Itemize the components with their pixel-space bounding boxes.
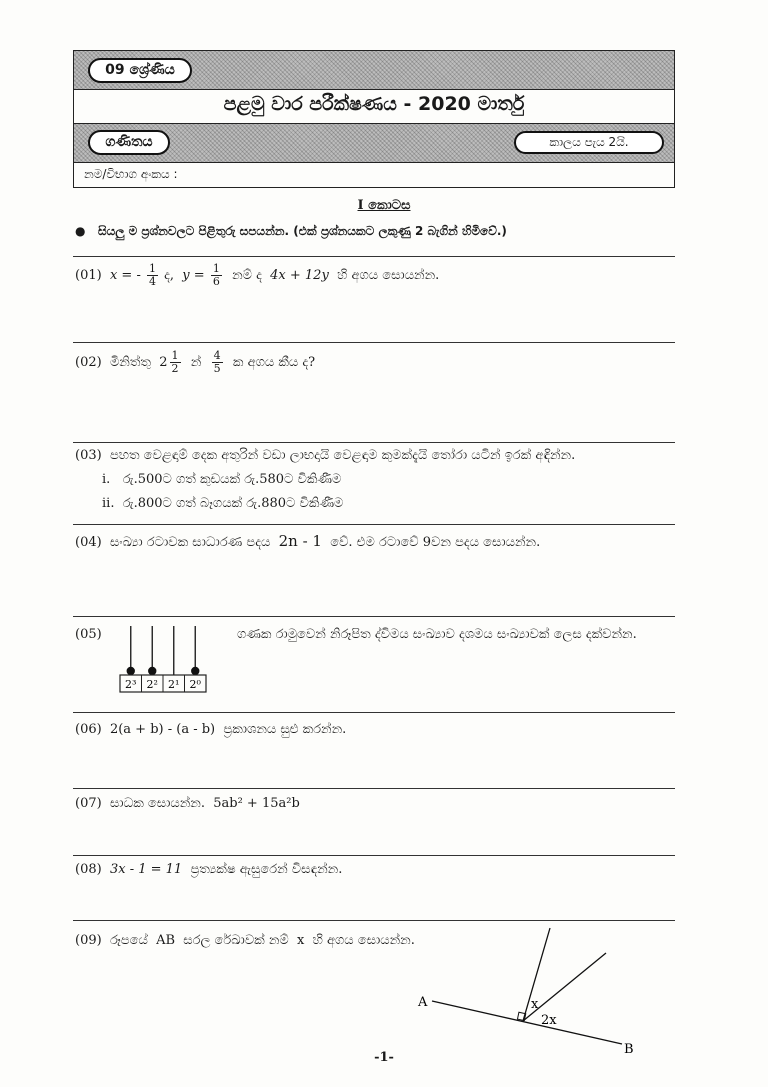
question-number: (02) [75,355,102,370]
question-07: (07) සාධක සොයන්න. 5ab² + 15a²b [75,796,300,811]
exam-title: පළමු වාර පරීක්ෂණය - 2020 මාර්තු [223,93,525,115]
question-number: (03) [75,448,102,463]
q1-expression: 4x + 12y [270,268,329,283]
abacus-place-label: 2³ [125,678,137,691]
q2-mixed-fraction: $\frac{1}{2}$ [171,349,179,375]
abacus-place-label: 2⁰ [189,678,201,691]
header-mid-band [74,123,674,163]
q1-x-lhs: x = - [109,268,141,283]
label-a: A [418,995,428,1010]
subject-badge: ගණිතය [88,130,170,155]
abacus-place-label: 2² [146,678,158,691]
question-number: (06) [75,722,102,737]
angle-diagram [410,920,650,1060]
abacus-place-label: 2¹ [168,678,180,691]
q6-expression: 2(a + b) - (a - b) [109,722,216,737]
q3-item-1: i. රු.500ට ගත් කුඩයක් රු.580ට විකිණීම [102,472,342,487]
question-number: (07) [75,796,102,811]
q1-x-fraction: $\frac{1}{4}$ [148,262,156,288]
label-b: B [624,1042,634,1057]
q2-mixed-whole: 2 [159,355,168,370]
question-01: (01) x = - $\frac{1}{4}$ ද, y = $\frac{1}{6}$ නම් ද 4x + 12y හි අගය සොයන්න. [75,262,440,288]
section-title: I කොටස [357,198,411,213]
rule-5 [73,616,675,617]
q8-equation: 3x - 1 = 11 [109,862,183,877]
question-04: (04) සංඛ්‍යා රටාවක සාධාරණ පදය 2n - 1 වේ. එම රටාවේ 9වන පදය සොයන්න. [75,532,541,550]
rule-4 [73,524,675,525]
question-number: (09) [75,933,102,948]
instruction-text: සියලු ම ප්‍රශ්නවලට පිළිතුරු සපයන්න. (එක් ප්‍රශ්නයකට ලකුණු 2 බැගින් හිමිවේ.) [98,224,507,238]
question-05-number: (05) [75,627,102,642]
q1-y-fraction: $\frac{1}{6}$ [212,262,220,288]
grade-badge: 09 ශ්‍රේණිය [88,58,192,83]
rule-6 [73,712,675,713]
header-top-band [74,51,674,90]
abacus-bead [127,667,135,675]
question-08: (08) 3x - 1 = 11 ප්‍රත්‍යක්ෂ ඇසුරෙන් විසඳන්න. [75,862,343,877]
bullet-icon: ● [75,224,99,238]
label-x: x [531,997,539,1012]
page-number: -1- [374,1050,394,1065]
rule-7 [73,788,675,789]
label-2x: 2x [541,1013,557,1028]
q1-y-lhs: y = [182,268,205,283]
abacus-bead [191,667,199,675]
q7-expression: 5ab² + 15a²b [213,796,300,811]
rule-2 [73,342,675,343]
q3-item-2: ii. රු.800ට ගත් බෑගයක් රු.880ට විකිණීම [102,496,344,511]
exam-header [73,50,675,188]
question-number: (04) [75,535,102,550]
abacus-diagram [118,622,213,696]
question-06: (06) 2(a + b) - (a - b) ප්‍රකාශනය සුළු කරන්න. [75,722,347,737]
q4-general-term: 2n - 1 [278,532,322,550]
question-number: (08) [75,862,102,877]
name-field-label: නම/විභාග අංකය : [84,167,178,181]
question-05-text: ගණක රාමුවෙන් නිරූපිත ද්විමය සංඛ්‍යාව දශමය සංඛ්‍යාවක් ලෙස දක්වන්න. [237,627,637,642]
rule-1 [73,256,675,257]
duration-badge: කාලය පැය 2යි. [514,131,664,154]
q2-fraction: $\frac{4}{5}$ [213,349,221,375]
rule-3 [73,442,675,443]
question-09: (09) රූපයේ AB සරල රේඛාවක් නම් x හි අගය සොයන්න. [75,933,415,948]
question-number: (01) [75,268,102,283]
question-03: (03) පහත වෙළඳාම් දෙක අතුරින් වඩා ලාභදායි වෙළඳාම කුමක්දැයි තෝරා යටින් ඉරක් අඳින්න. [75,448,576,463]
rule-8 [73,855,675,856]
abacus-bead [148,667,156,675]
question-02: (02) මිනිත්තු 2 $\frac{1}{2}$ න් $\frac{4}{5}$ ක අගය කීය ද? [75,349,316,375]
instruction [75,224,507,239]
